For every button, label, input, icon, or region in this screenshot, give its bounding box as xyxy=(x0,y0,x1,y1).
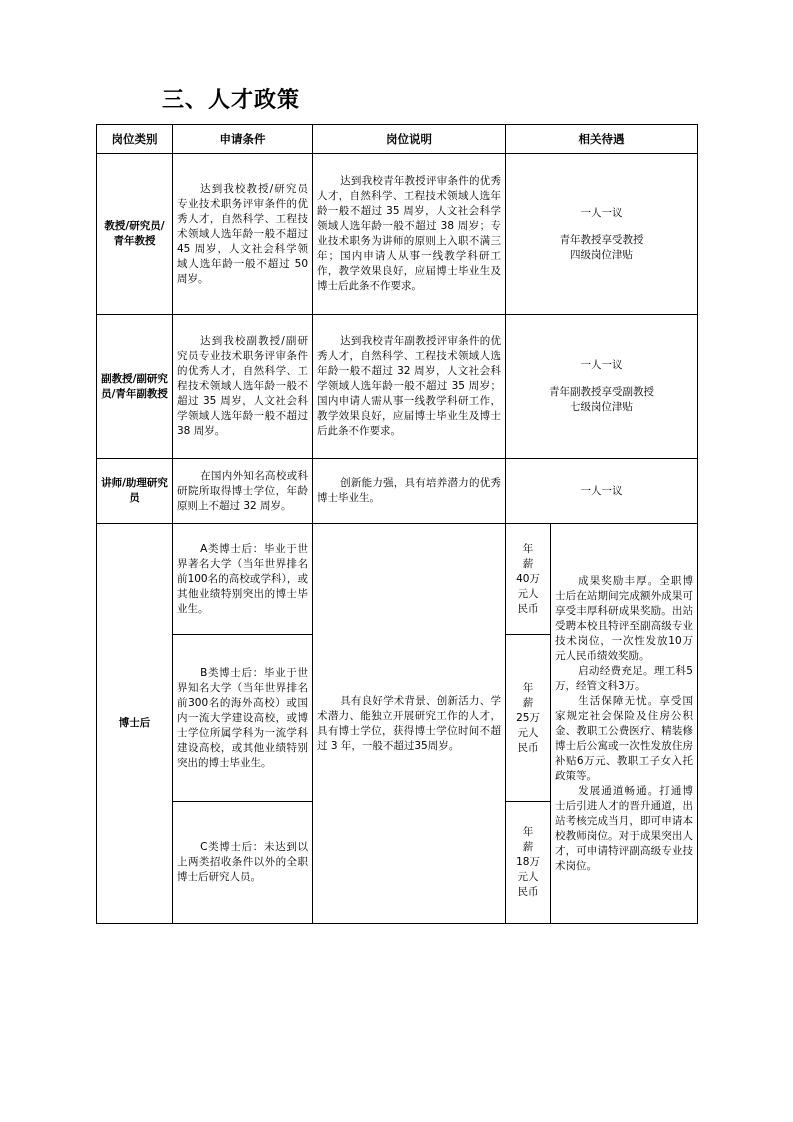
benefit-paragraph: 启动经费充足。理工科5万，经管文科3万。 xyxy=(555,664,693,692)
benefit-paragraph: 成果奖励丰厚。全职博士后在站期间完成额外成果可享受丰厚科研成果奖励。出站受聘本校且特评至副高级专业技术岗位，一次性发放10万元人民币绩效奖励。 xyxy=(555,574,693,662)
category-cell: 博士后 xyxy=(97,524,173,924)
treatment-line: 一人一议 xyxy=(580,359,623,371)
benefits-cell xyxy=(551,524,698,924)
section-title: 三、人才政策 xyxy=(162,87,301,113)
salary-cell xyxy=(506,635,551,802)
header-category: 岗位类别 xyxy=(97,125,173,154)
salary-line: 年 xyxy=(522,826,534,838)
salary-line: 40万 xyxy=(516,572,540,585)
category-cell: 讲师/助理研究员 xyxy=(97,459,173,524)
salary-line: 民币 xyxy=(517,741,539,754)
category-cell: 教授/研究员/青年教授 xyxy=(97,154,173,315)
salary-line: 薪 xyxy=(522,557,534,570)
salary-cell xyxy=(506,802,551,924)
salary-line: 年 xyxy=(522,542,534,555)
benefit-paragraph: 生活保障无忧。享受国家规定社会保险及住房公积金、教职工公费医疗、精装修博士后公寓或一次性发放住房补贴6万元、教职工子女入托政策等。 xyxy=(555,694,693,782)
salary-line: 民币 xyxy=(517,886,539,898)
salary-cell xyxy=(506,524,551,635)
description-cell: 具有良好学术背景、创新活力、学术潜力、能独立开展研究工作的人才，具有博士学位，获得博士学位时间不超过 3 年，一般不超过35周岁。 xyxy=(313,524,506,924)
table-row xyxy=(97,154,698,315)
salary-line: 元人 xyxy=(517,587,539,600)
salary-line: 25万 xyxy=(516,711,540,724)
header-condition: 申请条件 xyxy=(173,125,313,154)
header-description: 岗位说明 xyxy=(313,125,506,154)
treatment-cell xyxy=(506,315,698,459)
treatment-line: 七级岗位津贴 xyxy=(570,401,633,413)
table-header-row xyxy=(97,125,698,154)
treatment-line: 一人一议 xyxy=(580,206,623,219)
treatment-line: 青年教授享受教授 xyxy=(559,233,644,246)
description-cell: 创新能力强，具有培养潜力的优秀博士毕业生。 xyxy=(313,459,506,524)
treatment-cell: 一人一议 xyxy=(506,459,698,524)
salary-line: 民币 xyxy=(517,602,539,615)
treatment-cell xyxy=(506,154,698,315)
table-row xyxy=(97,459,698,524)
condition-cell: 在国内外知名高校或科研院所取得博士学位，年龄原则上不超过 32 周岁。 xyxy=(173,459,313,524)
category-cell: 副教授/副研究员/青年副教授 xyxy=(97,315,173,459)
condition-cell: 达到我校教授/研究员专业技术职务评审条件的优秀人才，自然科学、工程技术领域人选年龄一般不超过 45 周岁，人文社会科学领域人选年龄一般不超过 50 周岁。 xyxy=(173,154,313,315)
benefit-paragraph: 发展通道畅通。打通博士后引进人才的晋升通道，出站考核完成当月，即可申请本校教师岗位。对于成果突出人才，可申请特评副高级专业技术岗位。 xyxy=(555,784,693,872)
condition-cell: C类博士后：未达到以上两类招收条件以外的全职博士后研究人员。 xyxy=(173,802,313,924)
condition-cell: B类博士后：毕业于世界知名大学（当年世界排名前300名的海外高校）或国内一流大学建设高校，或博士学位所属学科为一流学科建设高校，或其他业绩特别突出的博士毕业生。 xyxy=(173,635,313,802)
description-cell: 达到我校青年副教授评审条件的优秀人才，自然科学、工程技术领域人选年龄一般不超过 32 周岁，人文社会科学领域人选年龄一般不超过 35 周岁；国内申请人需从事一线教学科研工作，教学效果良好，应届博士毕业生及博士后此条不作要求。 xyxy=(313,315,506,459)
table-row xyxy=(97,524,698,635)
description-cell: 达到我校青年教授评审条件的优秀人才，自然科学、工程技术领域人选年龄一般不超过 35 周岁，人文社会科学领域人选年龄一般不超过 38 周岁；专业技术职务为讲师的原则上入职不满三年；国内申请人从事一线教学科研工作，教学效果良好，应届博士毕业生及博士后此条不作要求。 xyxy=(313,154,506,315)
salary-line: 年 xyxy=(522,681,534,694)
condition-cell: 达到我校副教授/副研究员专业技术职务评审条件的优秀人才，自然科学、工程技术领域人选年龄一般不超过 35 周岁，人文社会科学领域人选年龄一般不超过 38 周岁。 xyxy=(173,315,313,459)
salary-line: 薪 xyxy=(522,841,534,853)
salary-line: 18万 xyxy=(516,856,540,868)
salary-line: 薪 xyxy=(522,696,534,709)
salary-line: 元人 xyxy=(517,726,539,739)
salary-line: 元人 xyxy=(517,871,539,883)
header-treatment: 相关待遇 xyxy=(506,125,698,154)
condition-cell: A类博士后：毕业于世界著名大学（当年世界排名前100名的高校或学科），或其他业绩特别突出的博士毕业生。 xyxy=(173,524,313,635)
treatment-line: 青年副教授享受副教授 xyxy=(549,386,654,398)
treatment-line: 四级岗位津贴 xyxy=(570,248,633,261)
talent-policy-table xyxy=(96,124,698,924)
table-row xyxy=(97,315,698,459)
